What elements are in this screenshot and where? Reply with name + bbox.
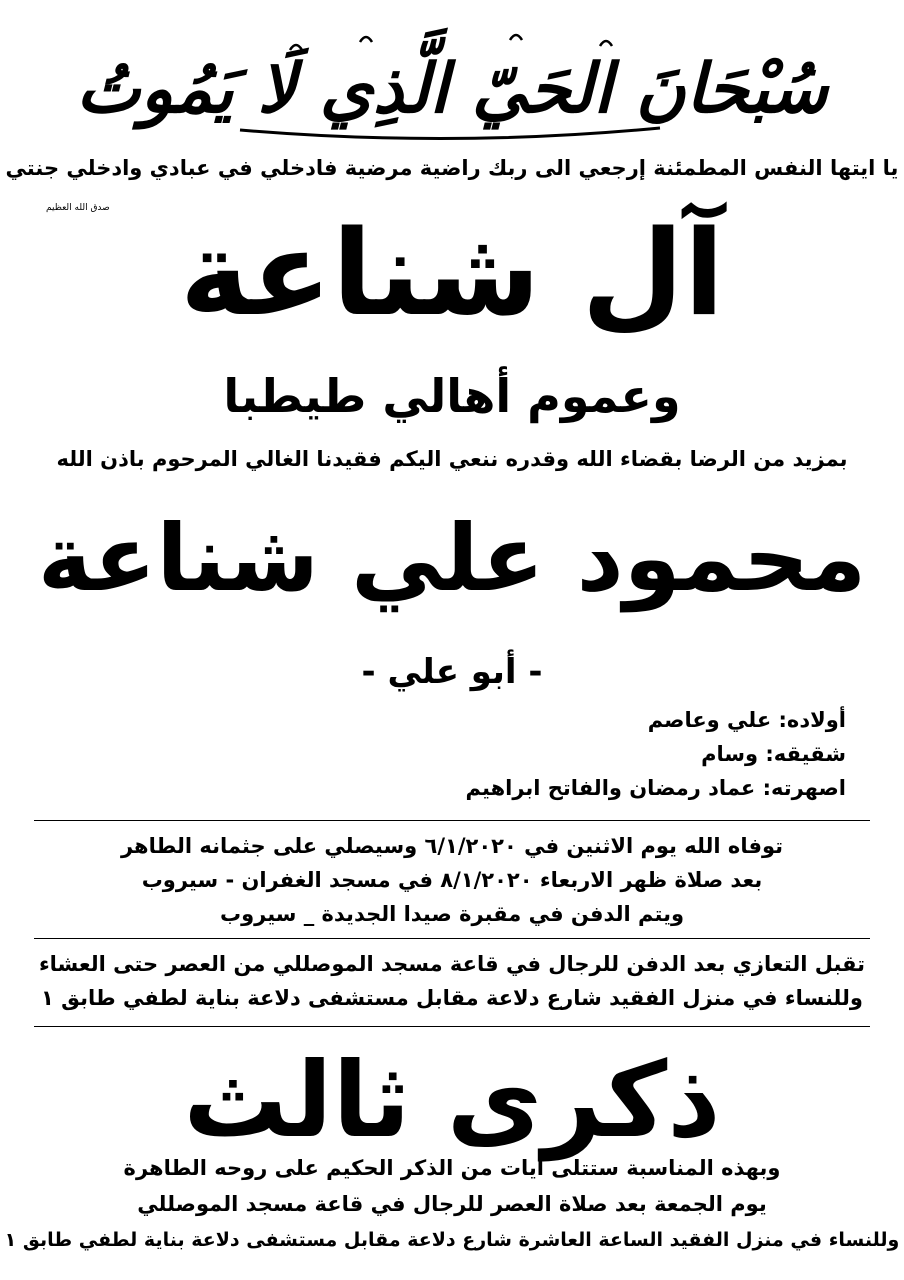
funeral-line: بعد صلاة ظهر الاربعاء ٨/١/٢٠٢٠ في مسجد الغفران - سيروب [141, 868, 763, 892]
relatives-in-laws [466, 774, 846, 802]
relative-label: اصهرته: [762, 776, 846, 800]
calligraphy-swash [240, 128, 660, 139]
relative-value: وسام [701, 742, 759, 766]
verse-attribution: صدق الله العظيم [46, 203, 110, 213]
calligraphy-text: سُبْحَانَ الحَيّ الَّذِي لَا يَمُوتُ [76, 49, 828, 129]
funeral-line: ويتم الدفن في مقبرة صيدا الجديدة _ سيروب [219, 902, 685, 926]
relative-label: أولاده: [778, 708, 846, 732]
relative-value: عماد رمضان والفاتح ابراهيم [465, 776, 756, 800]
condolence-line: تقبل التعازي بعد الدفن للرجال في قاعة مسجد الموصللي من العصر حتى العشاء [38, 952, 866, 976]
calligraphy-art [40, 20, 864, 150]
quran-verse: يا ايتها النفس المطمئنة إرجعي الى ربك راضية مرضية فادخلي في عبادي وادخلي جنتي [5, 156, 899, 180]
memorial-line: وللنساء في منزل الفقيد الساعة العاشرة شارع دلاعة مقابل مستشفى دلاعة بناية لطفي طابق ١ [4, 1229, 900, 1251]
memorial-line: يوم الجمعة بعد صلاة العصر للرجال في قاعة مسجد الموصللي [137, 1192, 767, 1216]
divider [34, 1026, 870, 1027]
deceased-kunya: - أبو علي - [361, 652, 543, 692]
funeral-line: توفاه الله يوم الاثنين في ٦/١/٢٠٢٠ وسيصلي على جثمانه الطاهر [120, 834, 784, 858]
relative-value: علي وعاصم [647, 708, 772, 732]
relatives-sons [648, 706, 846, 734]
relatives-brother [701, 740, 846, 768]
condolence-line: وللنساء في منزل الفقيد شارع دلاعة مقابل مستشفى دلاعة بناية لطفي طابق ١ [41, 986, 863, 1010]
family-subtitle: وعموم أهالي طيطبا [223, 369, 681, 423]
family-title: آل شناعة [179, 204, 725, 342]
calligraphy-diacritics [290, 35, 612, 50]
memorial-line: وبهذه المناسبة ستتلى ايات من الذكر الحكيم على روحه الطاهرة [123, 1156, 781, 1180]
memorial-title: ذكرى ثالث [183, 1039, 721, 1161]
divider [34, 938, 870, 939]
deceased-name: محمود علي شناعة [37, 505, 867, 612]
relative-label: شقيقه: [765, 742, 846, 766]
calligraphy-header [40, 20, 864, 150]
divider [34, 820, 870, 821]
announcement-intro: بمزيد من الرضا بقضاء الله وقدره ننعي اليكم فقيدنا الغالي المرحوم باذن الله [56, 447, 848, 471]
